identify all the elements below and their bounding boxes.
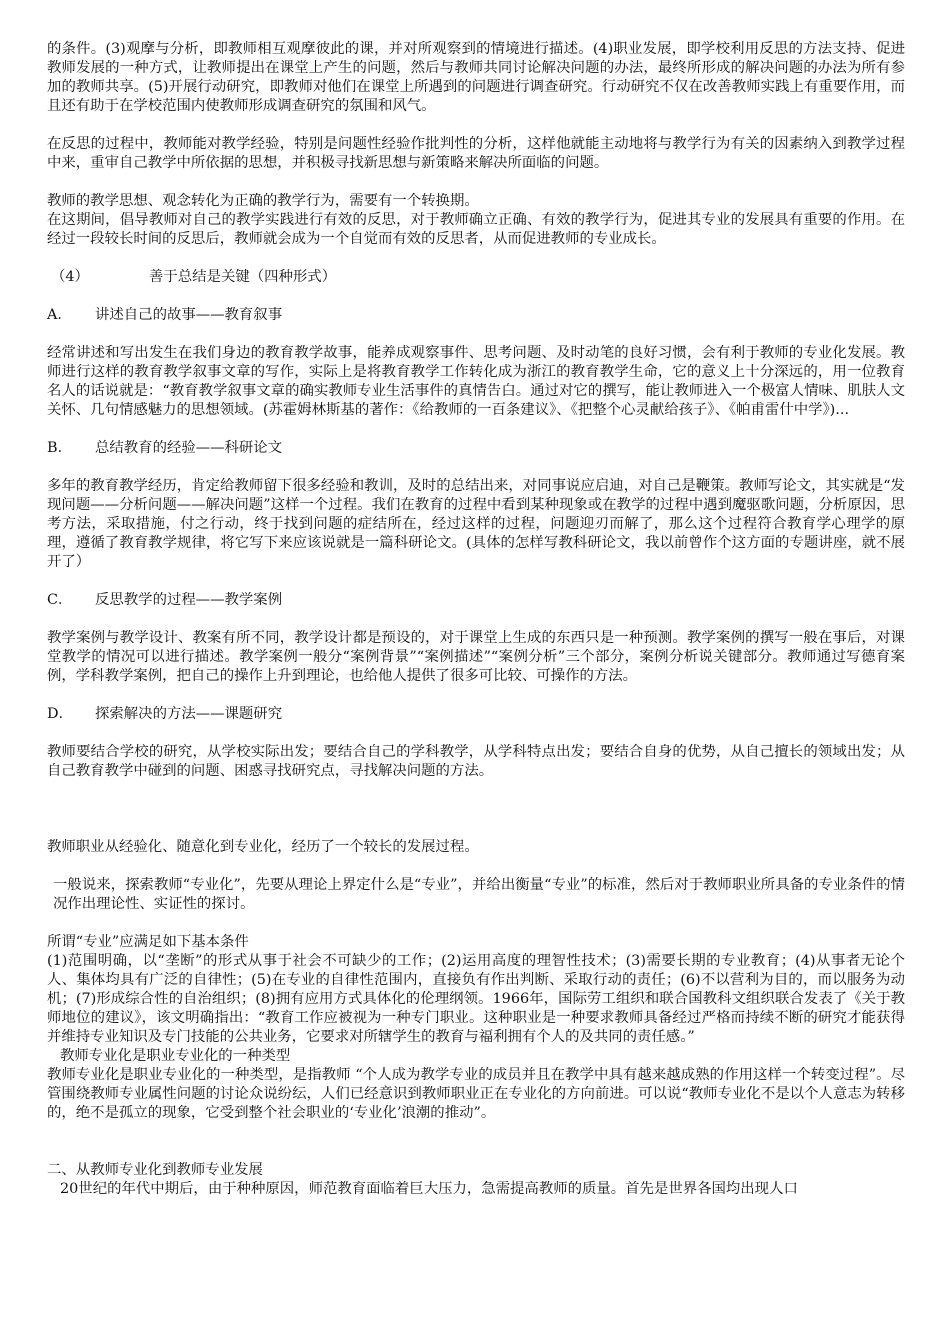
subheading-d	[47, 705, 905, 724]
paragraph-reflection-process: 在反思的过程中，教师能对教学经验，特别是问题性经验作批判性的分析，这样他就能主动地将与教学行为有关的因素纳入到教学过程中来，重审自己教学中所依据的思想，并积极寻找新思想与新策略来解决所面临的问题。	[47, 136, 905, 171]
subheading-a	[47, 306, 905, 325]
paragraph-profession-conditions-title: 所谓“专业”应满足如下基本条件	[47, 934, 249, 950]
subheading-title: 探索解决的方法——课题研究	[95, 706, 283, 722]
subheading-label: B．	[47, 440, 72, 456]
subheading-title: 讲述自己的故事——教育叙事	[95, 307, 283, 323]
subheading-b	[47, 439, 905, 458]
paragraph-professionalization-explore: 一般说来，探索教师“专业化”，先要从理论上界定什么是“专业”，并给出衡量“专业”的标准，然后对于教师职业所具备的专业条件的情况作出理论性、实证性的探讨。	[53, 877, 905, 912]
paragraph-education-narrative: 经常讲述和写出发生在我们身边的教育教学故事，能养成观察事件、思考问题、及时动笔的良好习惯，会有利于教师的专业化发展。教师进行这样的教育教学叙事文章的写作，实际上是将教育教学工作转化成为浙江的教育教学生命，它的意义上十分深远的，用一位教育名人的话说就是：“教育教学叙事文章的确实教师专业生活事件的真情告白。通过对它的撰写，能让教师进入一个极富人情味、肌肤人文关怀、几句情感魅力的思想领域。(苏霍姆林斯基的著作：《给教师的一百条建议》、《把整个心灵献给孩子》、《帕甫雷什中学》)...	[47, 345, 905, 418]
section-heading-4	[51, 268, 905, 287]
section-title: 善于总结是关键（四种形式）	[149, 269, 337, 285]
subheading-label: A．	[47, 307, 72, 323]
subheading-label: C．	[47, 592, 73, 608]
section-number: （4）	[51, 269, 89, 285]
subheading-title: 反思教学的过程——教学案例	[95, 592, 283, 608]
paragraph-teacher-professionalization-title: 教师专业化是职业专业化的一种类型	[60, 1048, 291, 1064]
subheading-title: 总结教育的经验——科研论文	[95, 440, 283, 456]
document-page	[47, 40, 905, 1199]
paragraph-professionalization-intro: 教师职业从经验化、随意化到专业化，经历了一个较长的发展过程。	[47, 839, 479, 855]
paragraph-research-paper: 多年的教育教学经历，肯定给教师留下很多经验和教训，及时的总结出来，对同事说应启迪，对自己是鞭策。教师写论文，其实就是“发现问题——分析问题——解决问题”这样一个过程。我们在教育的过程中看到某种现象或在教学的过程中遇到魔驱歌问题，分析原因，思考方法，采取措施，付之行动，终于找到问题的症结所在，经过这样的过程，问题迎刃而解了，那么这个过程符合教育学心理学的原理，遵循了教育教学规律，将它写下来应该说就是一篇科研论文。(具体的怎样写教科研论文，我以前曾作个这方面的专题讲座，就不展开了）	[47, 478, 905, 570]
subheading-c	[47, 591, 905, 610]
paragraph-20th-century: 20世纪的年代中期后，由于种种原因，师范教育面临着巨大压力，急需提高教师的质量。首先是世界各国均出现人口	[60, 1181, 798, 1197]
paragraph-reflection-methods: 的条件。(3)观摩与分析，即教师相互观摩彼此的课，并对所观察到的情境进行描述。(4)职业发展，即学校利用反思的方法支持、促进教师发展的一种方式，让教师提出在课堂上产生的问题，然后与教师共同讨论解决问题的办法，最终所形成的解决问题的办法为所有参加的教师共享。(5)开展行动研究，即教师对他们在课堂上所遇到的问题进行调查研究。行动研究不仅在改善教师实践上有重要作用，而且还有助于在学校范围内使教师形成调查研究的氛围和风气。	[47, 41, 905, 114]
subheading-label: D．	[47, 706, 73, 722]
paragraph-profession-conditions: (1)范围明确，以“垄断”的形式从事于社会不可缺少的工作；(2)运用高度的理智性技术；(3)需要长期的专业教育；(4)从事者无论个人、集体均具有广泛的自律性；(5)在专业的自律性范围内，直接负有作出判断、采取行动的责任；(6)不以营利为目的，而以服务为动机；(7)形成综合性的自治组织；(8)拥有应用方式具体化的伦理纲领。1966年，国际劳工组织和联合国教科文组织联合发表了《关于教师地位的建议》，该文明确指出：“教育工作应被视为一种专门职业。这种职业是一种要求教师具备经过严格而持续不断的研究才能获得并维持专业知识及专门技能的公共业务，它要求对所辖学生的教育与福利拥有个人的及共同的责任感。”	[47, 953, 905, 1045]
paragraph-transition-intro: 教师的教学思想、观念转化为正确的教学行为，需要有一个转换期。	[47, 193, 479, 209]
paragraph-teacher-professionalization: 教师专业化是职业专业化的一种类型，是指教师 “个人成为教学专业的成员并且在教学中具有越来越成熟的作用这样一个转变过程”。尽管围绕教师专业属性问题的讨论众说纷纭，人们已经意识到教师职业正在专业化的方向前进。可以说“教师专业化不是以个人意志为转移的，绝不是孤立的现象，它受到整个社会职业的‘专业化’浪潮的推动”。	[47, 1067, 905, 1121]
paragraph-transition-body: 在这期间，倡导教师对自己的教学实践进行有效的反思，对于教师确立正确、有效的教学行为，促进其专业的发展具有重要的作用。在经过一段较长时间的反思后，教师就会成为一个自觉而有效的反思者，从而促进教师的专业成长。	[47, 212, 905, 247]
paragraph-teaching-case: 教学案例与教学设计、教案有所不同，教学设计都是预设的，对于课堂上生成的东西只是一种预测。教学案例的撰写一般在事后，对课堂教学的情况可以进行描述。教学案例一般分“案例背景”“案例描述”“案例分析”三个部分，案例分析说关键部分。教师通过写德育案例，学科教学案例，把自己的操作上升到理论，也给他人提供了很多可比较、可操作的方法。	[47, 630, 905, 684]
paragraph-topic-research: 教师要结合学校的研究，从学校实际出发；要结合自己的学科教学，从学科特点出发；要结合自身的优势，从自己擅长的领域出发；从自己教育教学中碰到的问题、困惑寻找研究点，寻找解决问题的方法。	[47, 744, 905, 779]
chapter-heading-2: 二、从教师专业化到教师专业发展	[47, 1162, 263, 1178]
